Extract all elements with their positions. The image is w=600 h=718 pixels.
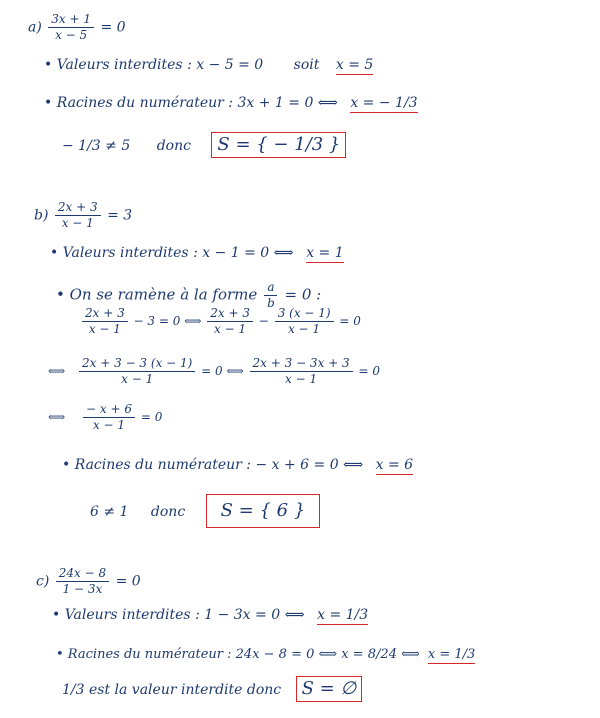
part-b-s1-den2: x − 1 [214,322,247,336]
part-b-s1-rhs: = 0 [339,314,361,328]
part-b-s2-den2: x − 1 [285,372,318,386]
part-a-conclusion [62,132,346,158]
part-b-label: b) [34,207,49,224]
part-c-equation [36,566,141,597]
part-b-s1-den3: x − 1 [288,322,321,336]
part-b-rn-result: x = 6 [375,457,414,473]
part-c-rhs: = 0 [115,573,141,590]
part-b-step2 [48,356,380,387]
part-b-s3-rhs: = 0 [140,410,163,424]
part-b-s2-mid: = 0 ⟺ [201,364,244,378]
part-b-s2-num2: 2x + 3 − 3x + 3 [250,356,353,372]
part-b-s1-num2: 2x + 3 [207,306,253,322]
part-c-vi-text: • Valeurs interdites : 1 − 3x = 0 ⟺ [52,607,305,623]
part-b-conclusion [90,494,320,528]
part-a-solution-box: S = { − 1/3 } [211,132,346,158]
part-c-numerator: 24x − 8 [56,566,109,582]
part-b-s2-arrow: ⟺ [48,364,66,378]
part-b-forme-b: b [267,296,275,310]
part-a-denominator: x − 5 [55,28,88,42]
part-b-vi-text: • Valeurs interdites : x − 1 = 0 ⟺ [50,245,294,261]
part-b-s1-den: x − 1 [88,322,121,336]
part-b-s2-den: x − 1 [121,372,154,386]
part-b-numerator: 2x + 3 [55,200,101,216]
part-a-vi-result: x = 5 [335,57,374,73]
part-b-step1 [80,306,361,337]
part-b-forme-text: • On se ramène à la forme [56,285,258,304]
part-b-s1-minus: − [258,314,269,328]
part-b-s3-den: x − 1 [92,418,126,432]
part-c-vi-result: x = 1/3 [317,607,369,623]
part-b-s2-rhs: = 0 [358,364,380,378]
part-b-equation [34,200,132,231]
part-b-conc-text: 6 ≠ 1 [90,504,129,520]
part-b-s1-num3: 3 (x − 1) [275,306,334,322]
part-a-rhs: = 0 [100,19,126,36]
part-b-s1-num: 2x + 3 [82,306,128,322]
part-c-denominator: 1 − 3x [62,582,103,596]
part-b-s3-num: − x + 6 [83,402,135,418]
part-c-conclusion [62,676,362,702]
part-b-forme-rhs: = 0 : [284,285,322,304]
part-b-s2-num: 2x + 3 − 3 (x − 1) [79,356,195,372]
part-c-rn-result: x = 1/3 [427,647,476,662]
part-b-forbidden-values [50,244,344,262]
part-c-numerator-roots [56,646,475,664]
part-b-vi-result: x = 1 [306,245,344,261]
part-a-conc-text: − 1/3 ≠ 5 [62,138,131,154]
part-c-solution-box: S = ∅ [296,676,363,702]
part-a-rn-result: x = − 1/3 [350,95,418,111]
part-a-numerator-roots [44,94,418,112]
part-b-step3 [48,402,162,433]
part-c-label: c) [36,573,50,590]
part-b-s3-arrow: ⟺ [48,410,66,424]
part-c-conc-text: 1/3 est la valeur interdite donc [62,682,282,698]
part-b-s1-mid: − 3 = 0 ⟺ [133,314,202,328]
part-b-rn-text: • Racines du numérateur : − x + 6 = 0 ⟺ [62,457,364,473]
part-a-vi-soit: soit [293,57,320,73]
part-a-conc-donc: donc [156,138,191,154]
part-a-numerator: 3x + 1 [48,12,94,28]
part-b-rhs: = 3 [107,207,133,224]
part-c-rn-text: • Racines du numérateur : 24x − 8 = 0 ⟺ x = 8/24 ⟺ [56,647,420,662]
part-b-conc-donc: donc [150,504,186,520]
part-a-equation [28,12,126,43]
part-a-vi-text: • Valeurs interdites : x − 5 = 0 [44,57,264,73]
part-b-denominator: x − 1 [61,216,94,230]
part-c-forbidden-values [52,606,368,624]
part-b-numerator-roots [62,456,413,474]
part-b-solution-box: S = { 6 } [206,494,321,528]
part-a-forbidden-values [44,56,373,74]
part-a-rn-text: • Racines du numérateur : 3x + 1 = 0 ⟺ [44,95,338,111]
part-b-forme-a: a [264,280,277,296]
part-a-label: a) [28,19,42,36]
